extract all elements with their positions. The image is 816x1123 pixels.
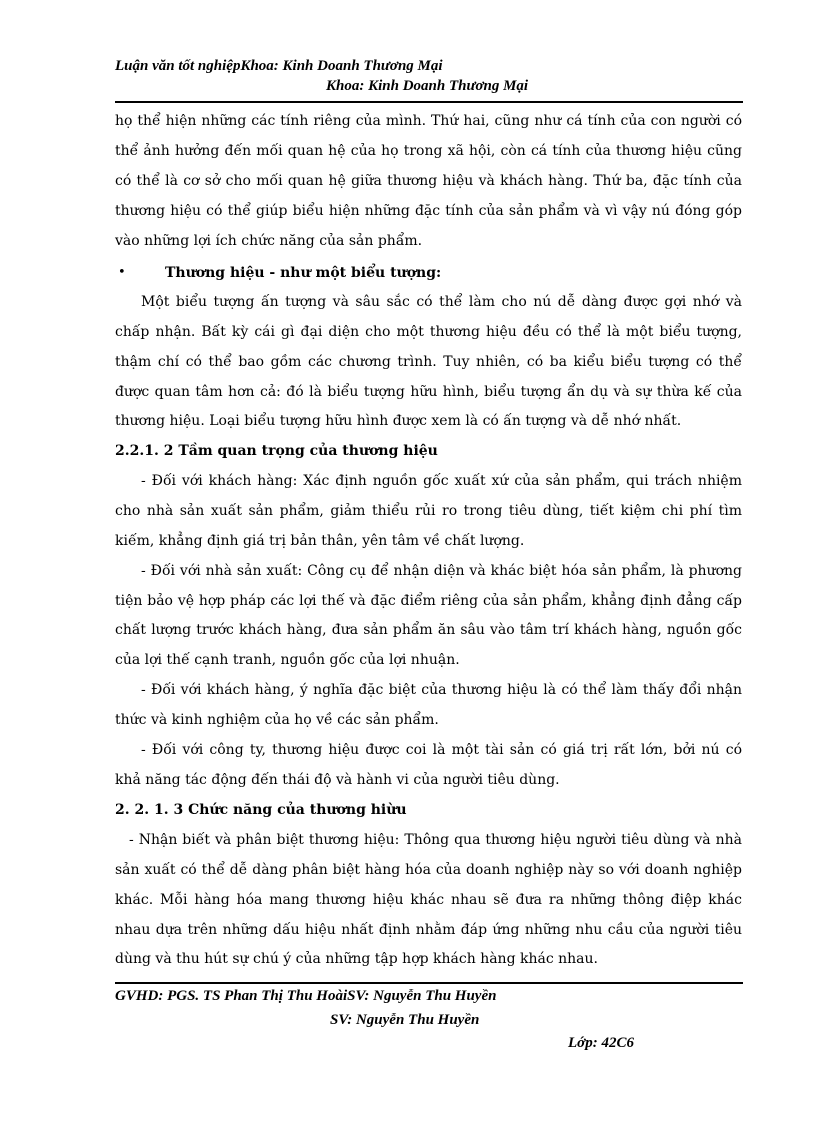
- header-rule: [115, 101, 743, 103]
- text-line: thậm chí có thể bao gồm các chương trình. Tuy nhiên, có ba kiểu biểu tượng có thể: [115, 354, 742, 370]
- text-line: của lợi thế cạnh tranh, nguồn gốc của lợi nhuận.: [115, 652, 460, 668]
- section-heading: 2. 2. 1. 3 Chức năng của thương hiừu: [115, 802, 407, 818]
- text-line: thức và kinh nghiệm của họ về các sản phẩm.: [115, 712, 439, 728]
- text-line: thương hiệu có thể giúp biểu hiện những đặc tính của sản phẩm và vì vậy nú đóng góp: [115, 203, 742, 219]
- header-faculty: Khoa: Kinh Doanh Thương Mại: [326, 78, 529, 94]
- text-line: thể ảnh hưởng đến mối quan hệ của họ trong xã hội, còn cá tính của thương hiệu cũng: [115, 143, 742, 159]
- text-line: tiện bảo vệ hợp pháp các lợi thế và đặc điểm riêng của sản phẩm, khẳng định đẳng cấp: [115, 593, 742, 609]
- text-line: vào những lợi ích chức năng của sản phẩm.: [115, 233, 423, 249]
- section-heading: 2.2.1. 2 Tầm quan trọng của thương hiệu: [115, 443, 438, 459]
- text-line: kiếm, khẳng định giá trị bản thân, yên tâm về chất lượng.: [115, 533, 525, 549]
- text-line: có thể là cơ sở cho mối quan hệ giữa thương hiệu và khách hàng. Thứ ba, đặc tính của: [115, 173, 742, 189]
- text-line: nhau dựa trên những dấu hiệu nhất định nhằm đáp ứng những nhu cầu của người tiêu: [115, 922, 742, 938]
- text-line: cho nhà sản xuất sản phẩm, giảm thiểu rủi ro trong tiêu dùng, tiết kiệm chi phí tìm: [115, 503, 742, 519]
- text-line: - Nhận biết và phân biệt thương hiệu: Thông qua thương hiệu người tiêu dùng và nhà: [129, 832, 742, 848]
- text-line: dùng và thu hút sự chú ý của những tập hợp khách hàng khác nhau.: [115, 951, 598, 967]
- bullet-symbol: •: [118, 265, 126, 280]
- text-line: chấp nhận. Bất kỳ cái gì đại diện cho một thương hiệu đều có thể là một biểu tượng,: [115, 324, 742, 340]
- text-line: - Đối với công ty, thương hiệu được coi là một tài sản có giá trị rất lớn, bởi nú có: [141, 742, 742, 758]
- footer-student: SV: Nguyễn Thu Huyền: [330, 1012, 480, 1028]
- text-line: sản xuất có thể dễ dàng phân biệt hàng hóa của doanh nghiệp này so với doanh nghiệp: [115, 862, 742, 878]
- footer-rule: [115, 982, 743, 984]
- text-line: - Đối với khách hàng: Xác định nguồn gốc xuất xứ của sản phẩm, qui trách nhiệm: [141, 473, 742, 489]
- text-line: được quan tâm hơn cả: đó là biểu tượng hữu hình, biểu tượng ẩn dụ và sự thừa kế của: [115, 384, 742, 400]
- text-line: họ thể hiện những các tính riêng của mình. Thứ hai, cũng như cá tính của con người có: [115, 113, 742, 129]
- text-line: - Đối với khách hàng, ý nghĩa đặc biệt của thương hiệu là có thể làm thấy đổi nhận: [141, 682, 742, 698]
- text-line: - Đối với nhà sản xuất: Công cụ để nhận diện và khác biệt hóa sản phẩm, là phương: [141, 563, 742, 579]
- footer-advisor: GVHD: PGS. TS Phan Thị Thu HoàiSV: Nguyễn Thu Huyền: [115, 988, 497, 1004]
- bullet-heading: Thương hiệu - như một biểu tượng:: [165, 265, 442, 281]
- header-title: Luận văn tốt nghiệpKhoa: Kinh Doanh Thương Mại: [115, 58, 443, 74]
- text-line: chất lượng trước khách hàng, đưa sản phẩm ăn sâu vào tâm trí khách hàng, nguồn gốc: [115, 622, 742, 638]
- text-line: khác. Mỗi hàng hóa mang thương hiệu khác nhau sẽ đưa ra những thông điệp khác: [115, 892, 742, 908]
- text-line: thương hiệu. Loại biểu tượng hữu hình được xem là có ấn tượng và dễ nhớ nhất.: [115, 413, 682, 429]
- footer-class: Lớp: 42C6: [568, 1035, 634, 1051]
- text-line: khả năng tác động đến thái độ và hành vi của người tiêu dùng.: [115, 772, 560, 788]
- text-line: Một biểu tượng ấn tượng và sâu sắc có thể làm cho nú dễ dàng được gợi nhớ và: [141, 294, 742, 310]
